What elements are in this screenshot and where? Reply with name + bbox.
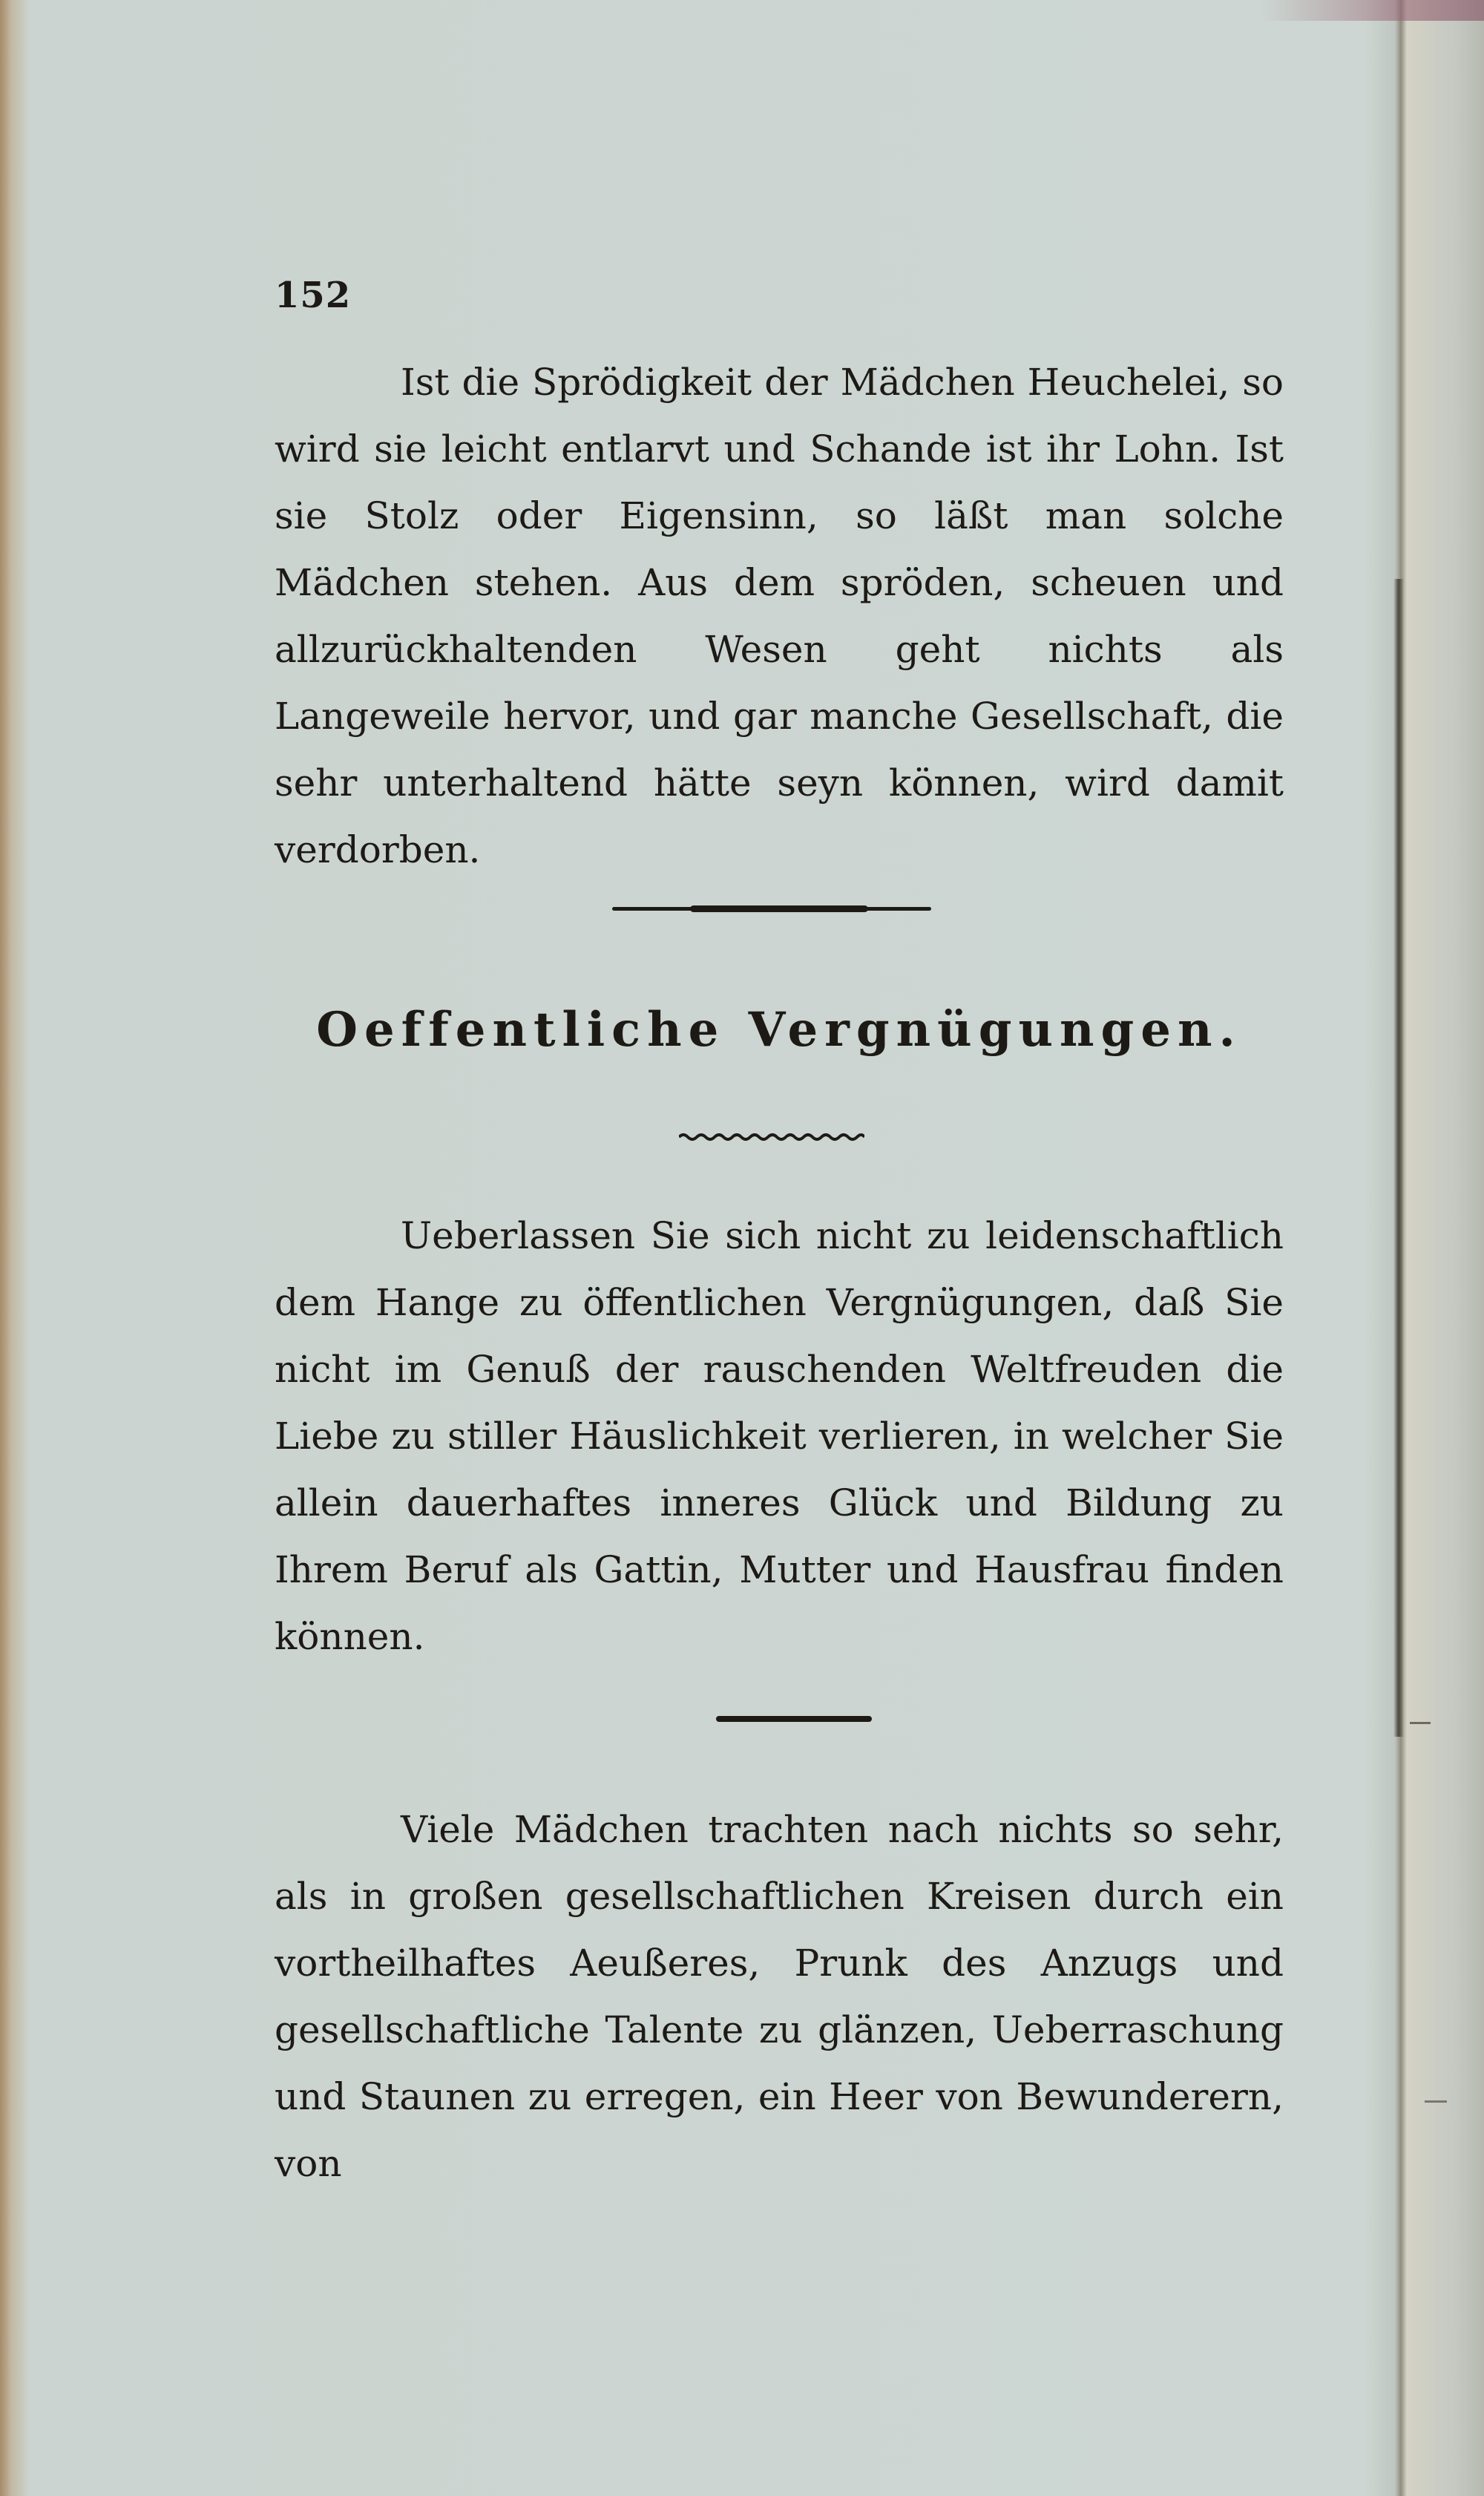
section-divider — [716, 1716, 872, 1722]
paragraph: Ueberlassen Sie sich nicht zu leidenschaftlich dem Hange zu öffentlichen Vergnügungen, daß Sie nicht im Genuß der rauschenden Weltfreuden die Liebe zu stiller Häuslichkeit verlieren, in welcher Sie allein dauerhaftes inneres Glück und Bildung zu Ihrem Beruf als Gattin, Mutter und Hausfrau finden können. — [275, 1214, 1284, 1658]
page-fold-shadow — [1393, 579, 1404, 1737]
top-edge-discoloration — [1261, 0, 1484, 21]
paragraph: Viele Mädchen trachten nach nichts so sehr, als in großen gesellschaftlichen Kreisen durch ein vortheilhaftes Aeußeres, Prunk des Anzugs und gesellschaftliche Talente zu glänzen, Ueberraschung und Staunen zu erregen, ein Heer von Bewunderern, von — [275, 1808, 1284, 2185]
page-number: 152 — [275, 275, 352, 316]
section-divider-swell — [690, 905, 868, 912]
ornamental-wave-rule — [679, 1132, 864, 1142]
fold-mark — [1410, 1722, 1431, 1724]
fold-mark — [1425, 2100, 1447, 2103]
left-edge-stain — [0, 0, 30, 2496]
section-heading: Oeffentliche Vergnügungen. — [316, 1002, 1242, 1058]
paragraph: Ist die Sprödigkeit der Mädchen Heuchelei, so wird sie leicht entlarvt und Schande ist ihr Lohn. Ist sie Stolz oder Eigensinn, so läßt man solche Mädchen stehen. Aus dem spröden, scheuen und allzurückhaltenden Wesen geht nichts als Langeweile hervor, und gar manche Gesellschaft, die sehr unterhaltend hätte seyn können, wird damit verdorben. — [275, 361, 1284, 871]
